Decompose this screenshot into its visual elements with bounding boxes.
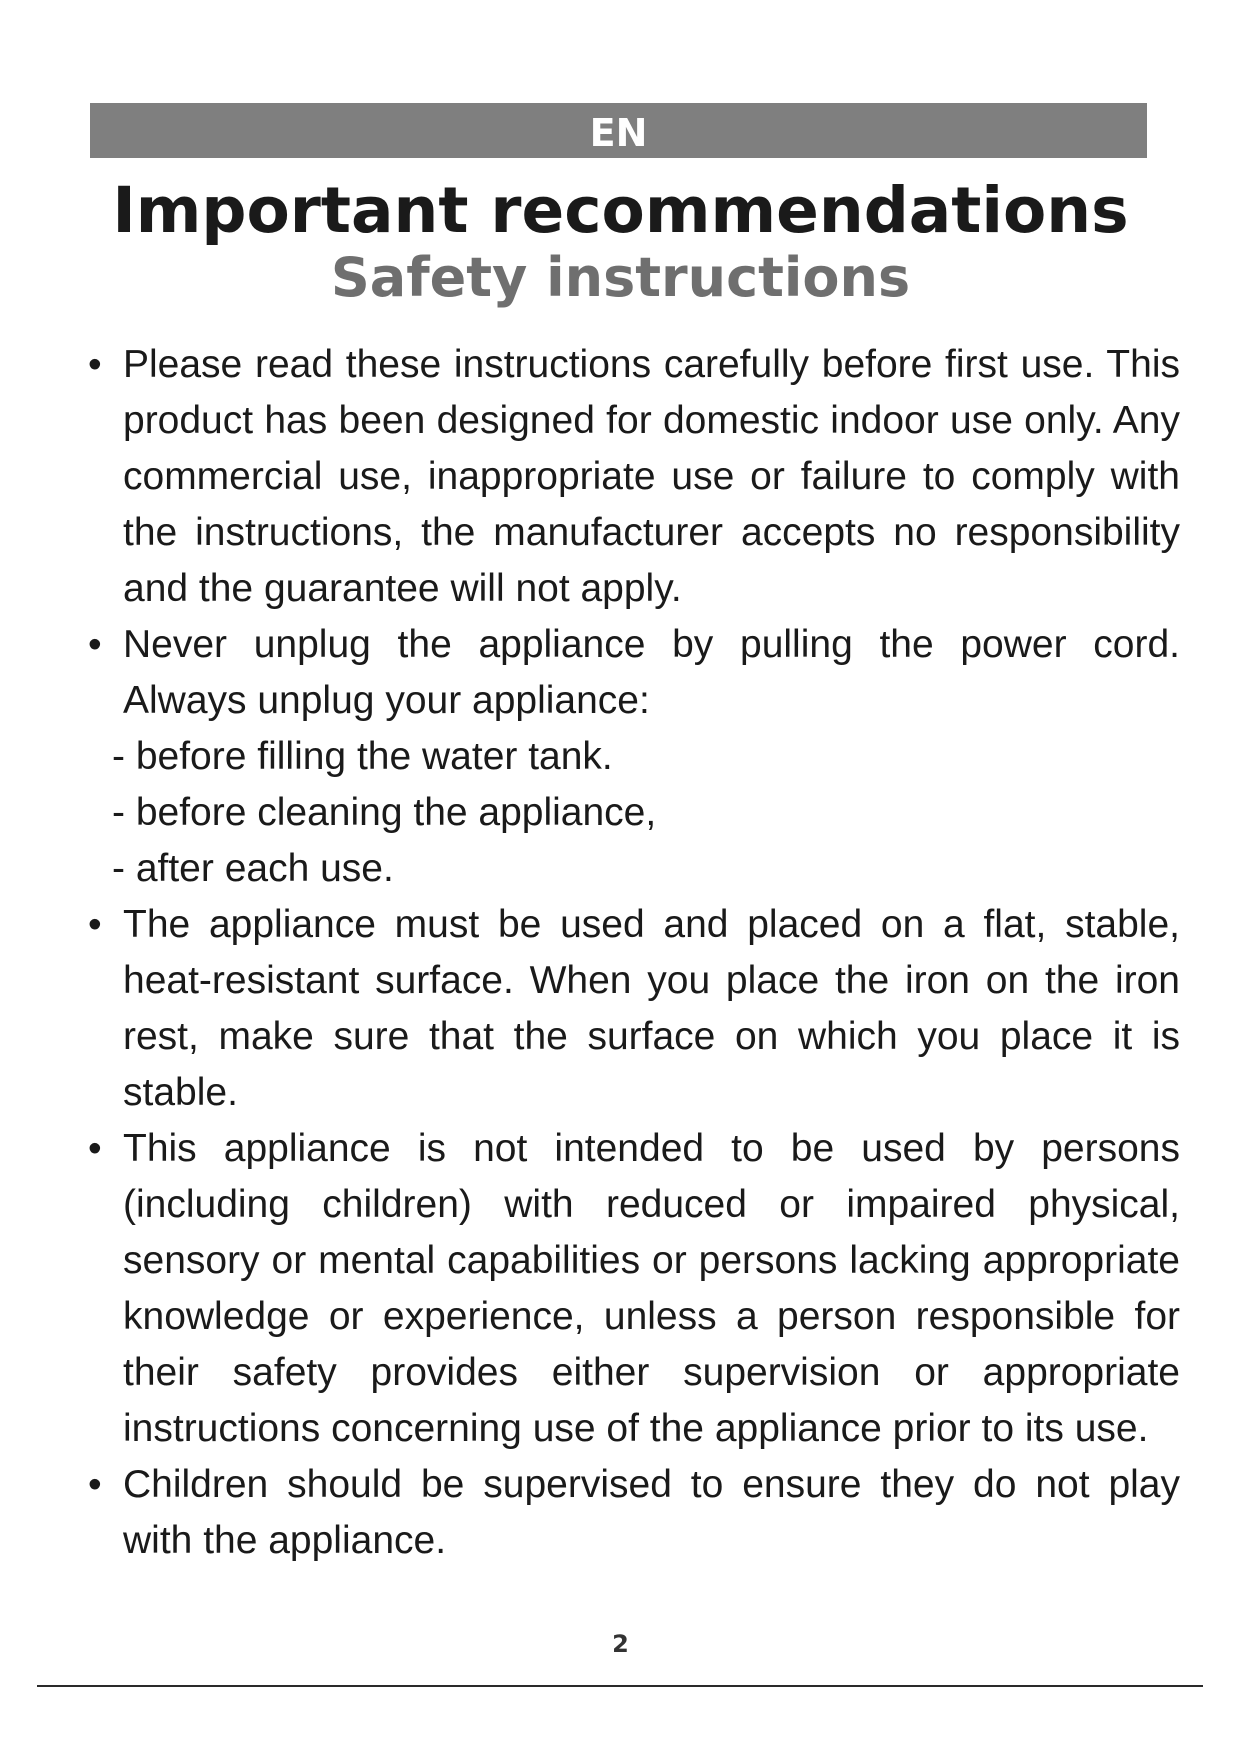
footer-divider	[37, 1685, 1203, 1687]
bullet-icon: •	[88, 1127, 102, 1170]
sub-list-item: - before filling the water tank.	[112, 735, 613, 778]
list-item-text: Please read these instructions carefully before first use. This product has been designed for domestic indoor use only. Any commercial use, inappropriate use or failure to comply with the instructions, the manufacturer accepts no responsibility and the guarantee will not apply.	[123, 343, 1180, 610]
sub-list-item: - after each use.	[112, 847, 394, 890]
sub-list-item: - before cleaning the appliance,	[112, 791, 657, 834]
list-item	[90, 1121, 1180, 1457]
page-title: Important recommendations	[112, 174, 1129, 247]
language-label: EN	[589, 111, 648, 155]
list-item-text: Children should be supervised to ensure they do not play with the appliance.	[123, 1463, 1180, 1562]
language-bar	[90, 103, 1147, 158]
bullet-icon: •	[88, 623, 102, 666]
page-number: 2	[612, 1630, 629, 1658]
list-item	[90, 1457, 1180, 1569]
bullet-icon: •	[88, 903, 102, 946]
list-item-text: This appliance is not intended to be used by persons (including children) with reduced or impaired physical, sensory or mental capabilities or persons lacking appropriate knowledge or experience, unless a person responsible for their safety provides either supervision or appropriate instructions concerning use of the appliance prior to its use.	[123, 1127, 1180, 1450]
page-subtitle: Safety instructions	[330, 246, 911, 309]
list-item	[90, 337, 1180, 617]
bullet-icon: •	[88, 343, 102, 386]
list-item-text: The appliance must be used and placed on a flat, stable, heat-resistant surface. When you place the iron on the iron rest, make sure that the surface on which you place it is stable.	[123, 903, 1180, 1114]
bullet-icon: •	[88, 1463, 102, 1506]
list-item	[90, 897, 1180, 1121]
list-item	[90, 617, 1180, 729]
safety-instructions-list	[90, 337, 1180, 1569]
list-item-text: Never unplug the appliance by pulling the power cord. Always unplug your appliance:	[123, 623, 1180, 722]
